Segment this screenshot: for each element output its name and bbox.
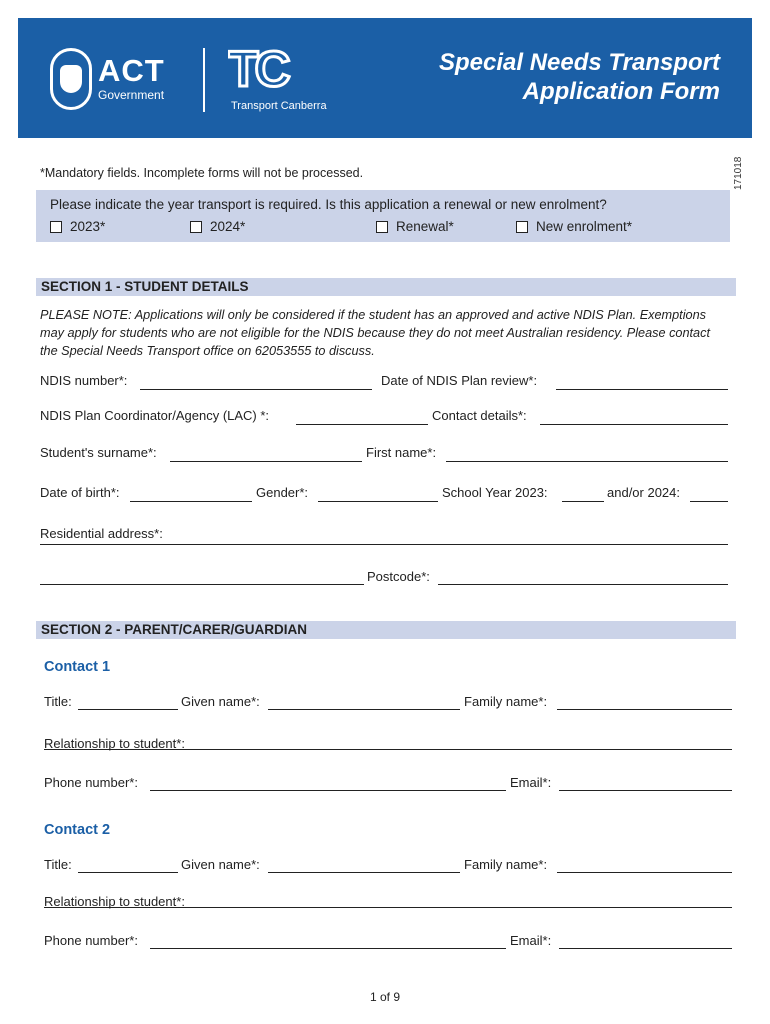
contact2-title-label: Title: <box>44 857 72 872</box>
surname-field[interactable] <box>170 461 362 462</box>
school-year-2023-field[interactable] <box>562 501 604 502</box>
contact1-given-field[interactable] <box>268 709 460 710</box>
checkbox-renewal[interactable] <box>376 221 388 233</box>
contact-details-field[interactable] <box>540 424 728 425</box>
dob-field[interactable] <box>130 501 252 502</box>
ndis-number-label: NDIS number*: <box>40 373 128 388</box>
school-year-label: School Year 2023: <box>442 485 548 500</box>
transport-canberra-logo-text: Transport Canberra <box>231 100 327 112</box>
contact2-family-field[interactable] <box>557 872 732 873</box>
surname-label: Student's surname*: <box>40 445 157 460</box>
ndis-review-label: Date of NDIS Plan review*: <box>381 373 538 388</box>
contact1-phone-field[interactable] <box>150 790 506 791</box>
contact2-relationship-label: Relationship to student*: <box>44 894 185 909</box>
contact2-title-field[interactable] <box>78 872 178 873</box>
section1-note: PLEASE NOTE: Applications will only be considered if the student has an approved and active NDIS Plan. Exemptions may apply for students who are not eligible for the NDIS because they do not meet Australian residency. Please contact the Special Needs Transport office on 62053555 to discuss. <box>40 308 710 358</box>
option-2024[interactable]: 2024* <box>190 219 245 234</box>
school-year-2024-label: and/or 2024: <box>607 485 681 500</box>
section2-heading: SECTION 2 - PARENT/CARER/GUARDIAN <box>36 621 736 639</box>
contact1-phone-label: Phone number*: <box>44 775 138 790</box>
contact1-family-field[interactable] <box>557 709 732 710</box>
form-code: 171018 <box>733 156 744 190</box>
address-field-line2[interactable] <box>40 584 364 585</box>
contact1-email-label: Email*: <box>510 775 552 790</box>
year-question: Please indicate the year transport is required. Is this application a renewal or new enrolment? <box>50 197 607 212</box>
contact1-heading: Contact 1 <box>44 659 111 675</box>
option-2023[interactable]: 2023* <box>50 219 105 234</box>
option-new-enrolment[interactable]: New enrolment* <box>516 219 632 234</box>
postcode-field[interactable] <box>438 584 728 585</box>
gender-field[interactable] <box>318 501 438 502</box>
transport-canberra-logo <box>228 46 324 92</box>
address-field-line1[interactable] <box>40 544 728 545</box>
first-name-label: First name*: <box>366 445 437 460</box>
coordinator-label: NDIS Plan Coordinator/Agency (LAC) *: <box>40 408 270 423</box>
tc-logo-text: TC <box>228 46 287 92</box>
contact1-title-field[interactable] <box>78 709 178 710</box>
contact2-email-label: Email*: <box>510 933 552 948</box>
school-year-2024-field[interactable] <box>690 501 728 502</box>
checkbox-new-enrolment[interactable] <box>516 221 528 233</box>
postcode-label: Postcode*: <box>367 569 430 584</box>
contact2-heading: Contact 2 <box>44 822 111 838</box>
contact-details-label: Contact details*: <box>432 408 527 423</box>
form-title-line1: Special Needs Transport <box>439 49 720 76</box>
ndis-number-field[interactable] <box>140 389 372 390</box>
dob-label: Date of birth*: <box>40 485 120 500</box>
government-logo-text: Government <box>98 88 165 102</box>
contact1-given-label: Given name*: <box>181 694 260 709</box>
option-renewal[interactable]: Renewal* <box>376 219 454 234</box>
contact2-phone-field[interactable] <box>150 948 506 949</box>
contact1-title-label: Title: <box>44 694 72 709</box>
act-crest-logo <box>50 48 92 110</box>
contact2-family-label: Family name*: <box>464 857 548 872</box>
coordinator-field[interactable] <box>296 424 428 425</box>
page-number: 1 of 9 <box>369 990 401 1004</box>
contact1-family-label: Family name*: <box>464 694 548 709</box>
contact2-phone-label: Phone number*: <box>44 933 138 948</box>
ndis-review-field[interactable] <box>556 389 728 390</box>
form-title <box>439 48 720 106</box>
contact2-given-field[interactable] <box>268 872 460 873</box>
logo-divider <box>203 48 205 112</box>
checkbox-2023[interactable] <box>50 221 62 233</box>
act-logo-text: ACT <box>98 53 165 88</box>
section1-heading: SECTION 1 - STUDENT DETAILS <box>36 278 736 296</box>
contact1-relationship-field[interactable] <box>44 749 732 750</box>
mandatory-note: *Mandatory fields. Incomplete forms will not be processed. <box>40 166 364 180</box>
gender-label: Gender*: <box>256 485 309 500</box>
contact1-relationship-label: Relationship to student*: <box>44 736 185 751</box>
contact2-relationship-field[interactable] <box>44 907 732 908</box>
form-title-line2: Application Form <box>522 78 720 105</box>
first-name-field[interactable] <box>446 461 728 462</box>
address-label: Residential address*: <box>40 526 163 541</box>
contact2-email-field[interactable] <box>559 948 732 949</box>
contact1-email-field[interactable] <box>559 790 732 791</box>
checkbox-2024[interactable] <box>190 221 202 233</box>
contact2-given-label: Given name*: <box>181 857 260 872</box>
